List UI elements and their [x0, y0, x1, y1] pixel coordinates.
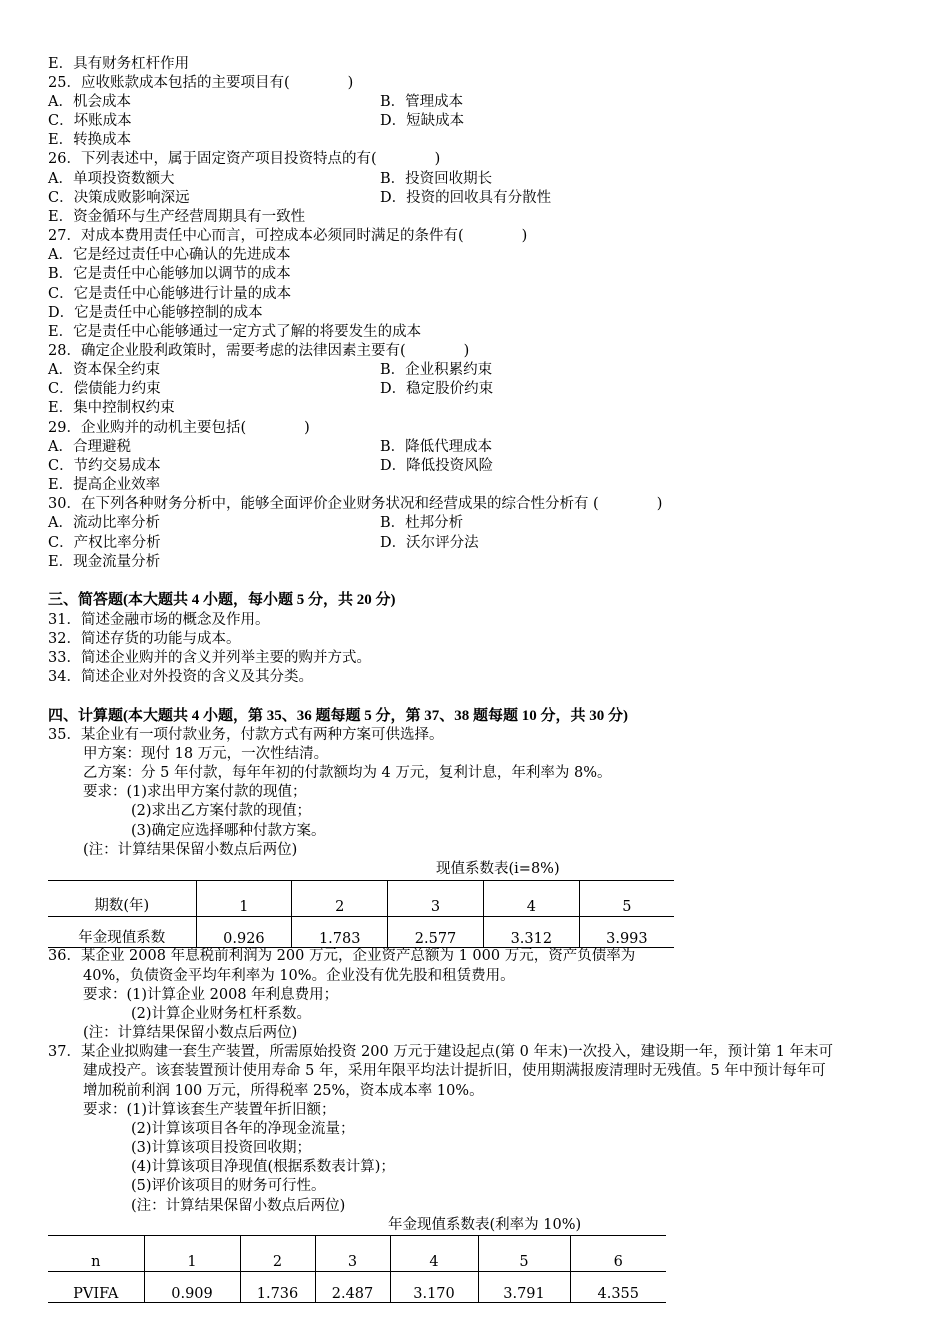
q37-table-period: 2 — [240, 1236, 315, 1272]
q27-option-c: C．它是责任中心能够进行计量的成本 — [48, 286, 292, 302]
q28-option-d: D．稳定股价约束 — [380, 381, 494, 397]
q37-line-6: (3)计算该项目投资回收期； — [131, 1140, 312, 1156]
q37-table-period: 1 — [144, 1236, 240, 1272]
q36-line-4: (2)计算企业财务杠杆系数。 — [131, 1006, 312, 1022]
q37-line-7: (4)计算该项目净现值(根据系数表计算)； — [131, 1159, 395, 1175]
q28-option-c: C．偿债能力约束 — [48, 381, 161, 397]
q37-table-value: 4.355 — [570, 1272, 666, 1303]
q29-option-a: A．合理避税 — [48, 439, 131, 455]
q35-table-rowhead-value: 年金现值系数 — [48, 917, 196, 948]
q26-option-c: C．决策成败影响深远 — [48, 190, 190, 206]
q28-stem: 28．确定企业股利政策时，需要考虑的法律因素主要有( ) — [48, 343, 470, 359]
q37-line-3: 增加税前利润 100 万元，所得税率 25%，资本成本率 10%。 — [83, 1083, 484, 1099]
q33: 33．简述企业购并的含义并列举主要的购并方式。 — [48, 650, 371, 666]
q37-table-period: 5 — [478, 1236, 570, 1272]
q35-table-caption: 现值系数表(i=8%) — [436, 861, 560, 877]
q28-option-b: B．企业积累约束 — [380, 362, 493, 378]
q26-option-b: B．投资回收期长 — [380, 171, 493, 187]
q25-option-a: A．机会成本 — [48, 94, 131, 110]
q35-table-period: 4 — [483, 881, 579, 917]
q27-option-a: A．它是经过责任中心确认的先进成本 — [48, 247, 291, 263]
q35-table-period-row — [48, 881, 674, 917]
q35-line-5: (2)求出乙方案付款的现值； — [131, 803, 312, 819]
q35-table-period: 2 — [292, 881, 388, 917]
q30-option-e: E．现金流量分析 — [48, 554, 161, 570]
q34: 34．简述企业对外投资的含义及其分类。 — [48, 669, 313, 685]
q26-option-a: A．单项投资数额大 — [48, 171, 175, 187]
q28-option-a: A．资本保全约束 — [48, 362, 160, 378]
q37-table-pvifa-row — [48, 1272, 666, 1303]
q37-table-n-row — [48, 1236, 666, 1272]
q35-table-period: 3 — [388, 881, 484, 917]
q37-table-caption: 年金现值系数表(利率为 10%) — [388, 1217, 582, 1233]
q37-line-8: (5)评价该项目的财务可行性。 — [131, 1178, 326, 1194]
q37-line-5: (2)计算该项目各年的净现金流量； — [131, 1121, 355, 1137]
q36-line-5: (注：计算结果保留小数点后两位) — [83, 1025, 298, 1041]
q32: 32．简述存货的功能与成本。 — [48, 631, 241, 647]
q37-table-value: 1.736 — [240, 1272, 315, 1303]
q35-table-value: 0.926 — [196, 917, 292, 948]
q36-line-2: 40%，负债资金平均年利率为 10%。企业没有优先股和租赁费用。 — [83, 968, 515, 984]
q37-line-1: 37．某企业拟购建一套生产装置，所需原始投资 200 万元于建设起点(第 0 年末)一次投入，建设期一年，预计第 1 年末可 — [48, 1044, 834, 1060]
q29-option-b: B．降低代理成本 — [380, 439, 493, 455]
q35-coefficient-table — [48, 880, 674, 948]
q37-table-rowhead-pvifa: PVIFA — [48, 1272, 144, 1303]
q29-option-e: E．提高企业效率 — [48, 477, 161, 493]
q27-option-d: D．它是责任中心能够控制的成本 — [48, 305, 263, 321]
q37-pvifa-table — [48, 1235, 666, 1303]
q37-line-4: 要求：(1)计算该套生产装置年折旧额； — [83, 1102, 336, 1118]
q35-line-2: 甲方案：现付 18 万元，一次性结清。 — [83, 746, 329, 762]
q37-table-value: 3.170 — [390, 1272, 478, 1303]
q26-option-e: E．资金循环与生产经营周期具有一致性 — [48, 209, 306, 225]
q35-line-3: 乙方案：分 5 年付款，每年年初的付款额均为 4 万元，复利计息，年利率为 8%。 — [83, 765, 612, 781]
q35-table-value: 2.577 — [388, 917, 484, 948]
q30-option-a: A．流动比率分析 — [48, 515, 160, 531]
q26-stem: 26．下列表述中，属于固定资产项目投资特点的有( ) — [48, 151, 441, 167]
q26-option-d: D．投资的回收具有分散性 — [380, 190, 552, 206]
q37-table-value: 0.909 — [144, 1272, 240, 1303]
q37-table-period: 6 — [570, 1236, 666, 1272]
q37-table-rowhead-n: n — [48, 1236, 144, 1272]
q25-option-c: C．坏账成本 — [48, 113, 132, 129]
q35-table-value: 1.783 — [292, 917, 388, 948]
q31: 31．简述金融市场的概念及作用。 — [48, 612, 270, 628]
section-4-heading: 四、计算题(本大题共 4 小题，第 35、36 题每题 5 分，第 37、38 题每题 10 分，共 30 分) — [48, 708, 628, 724]
q29-stem: 29．企业购并的动机主要包括( ) — [48, 420, 310, 436]
q30-option-c: C．产权比率分析 — [48, 535, 161, 551]
q28-option-e: E．集中控制权约束 — [48, 400, 175, 416]
q35-table-value: 3.312 — [483, 917, 579, 948]
q27-option-e: E．它是责任中心能够通过一定方式了解的将要发生的成本 — [48, 324, 422, 340]
q30-option-d: D．沃尔评分法 — [380, 535, 479, 551]
q37-table-period: 4 — [390, 1236, 478, 1272]
q35-line-4: 要求：(1)求出甲方案付款的现值； — [83, 784, 307, 800]
q37-line-2: 建成投产。该套装置预计使用寿命 5 年，采用年限平均法计提折旧，使用期满报废清理时无残值。5 年中预计每年可 — [83, 1063, 826, 1079]
q37-line-9: (注：计算结果保留小数点后两位) — [131, 1198, 346, 1214]
q35-table-rowhead-period: 期数(年) — [48, 881, 196, 917]
q25-stem: 25．应收账款成本包括的主要项目有( ) — [48, 75, 354, 91]
q35-table-value-row — [48, 917, 674, 948]
q25-option-d: D．短缺成本 — [380, 113, 465, 129]
q27-stem: 27．对成本费用责任中心而言，可控成本必须同时满足的条件有( ) — [48, 228, 528, 244]
q35-line-7: (注：计算结果保留小数点后两位) — [83, 842, 298, 858]
q35-table-value: 3.993 — [579, 917, 674, 948]
q35-table-period: 5 — [579, 881, 674, 917]
q29-option-c: C．节约交易成本 — [48, 458, 161, 474]
q36-line-3: 要求：(1)计算企业 2008 年利息费用； — [83, 987, 339, 1003]
q37-table-value: 3.791 — [478, 1272, 570, 1303]
q37-table-value: 2.487 — [315, 1272, 390, 1303]
q30-option-b: B．杜邦分析 — [380, 515, 464, 531]
q37-table-period: 3 — [315, 1236, 390, 1272]
section-3-heading: 三、简答题(本大题共 4 小题，每小题 5 分，共 20 分) — [48, 592, 396, 608]
q29-option-d: D．降低投资风险 — [380, 458, 494, 474]
q35-line-1: 35．某企业有一项付款业务，付款方式有两种方案可供选择。 — [48, 727, 444, 743]
q25-option-e: E．转换成本 — [48, 132, 132, 148]
q24-option-e: E．具有财务杠杆作用 — [48, 56, 190, 72]
q35-line-6: (3)确定应选择哪种付款方案。 — [131, 823, 326, 839]
q27-option-b: B．它是责任中心能够加以调节的成本 — [48, 266, 291, 282]
q35-table-period: 1 — [196, 881, 292, 917]
q25-option-b: B．管理成本 — [380, 94, 464, 110]
q36-line-1: 36．某企业 2008 年息税前利润为 200 万元，企业资产总额为 1 000 万元，资产负债率为 — [48, 948, 636, 964]
q30-stem: 30．在下列各种财务分析中，能够全面评价企业财务状况和经营成果的综合性分析有 ( ) — [48, 496, 663, 512]
